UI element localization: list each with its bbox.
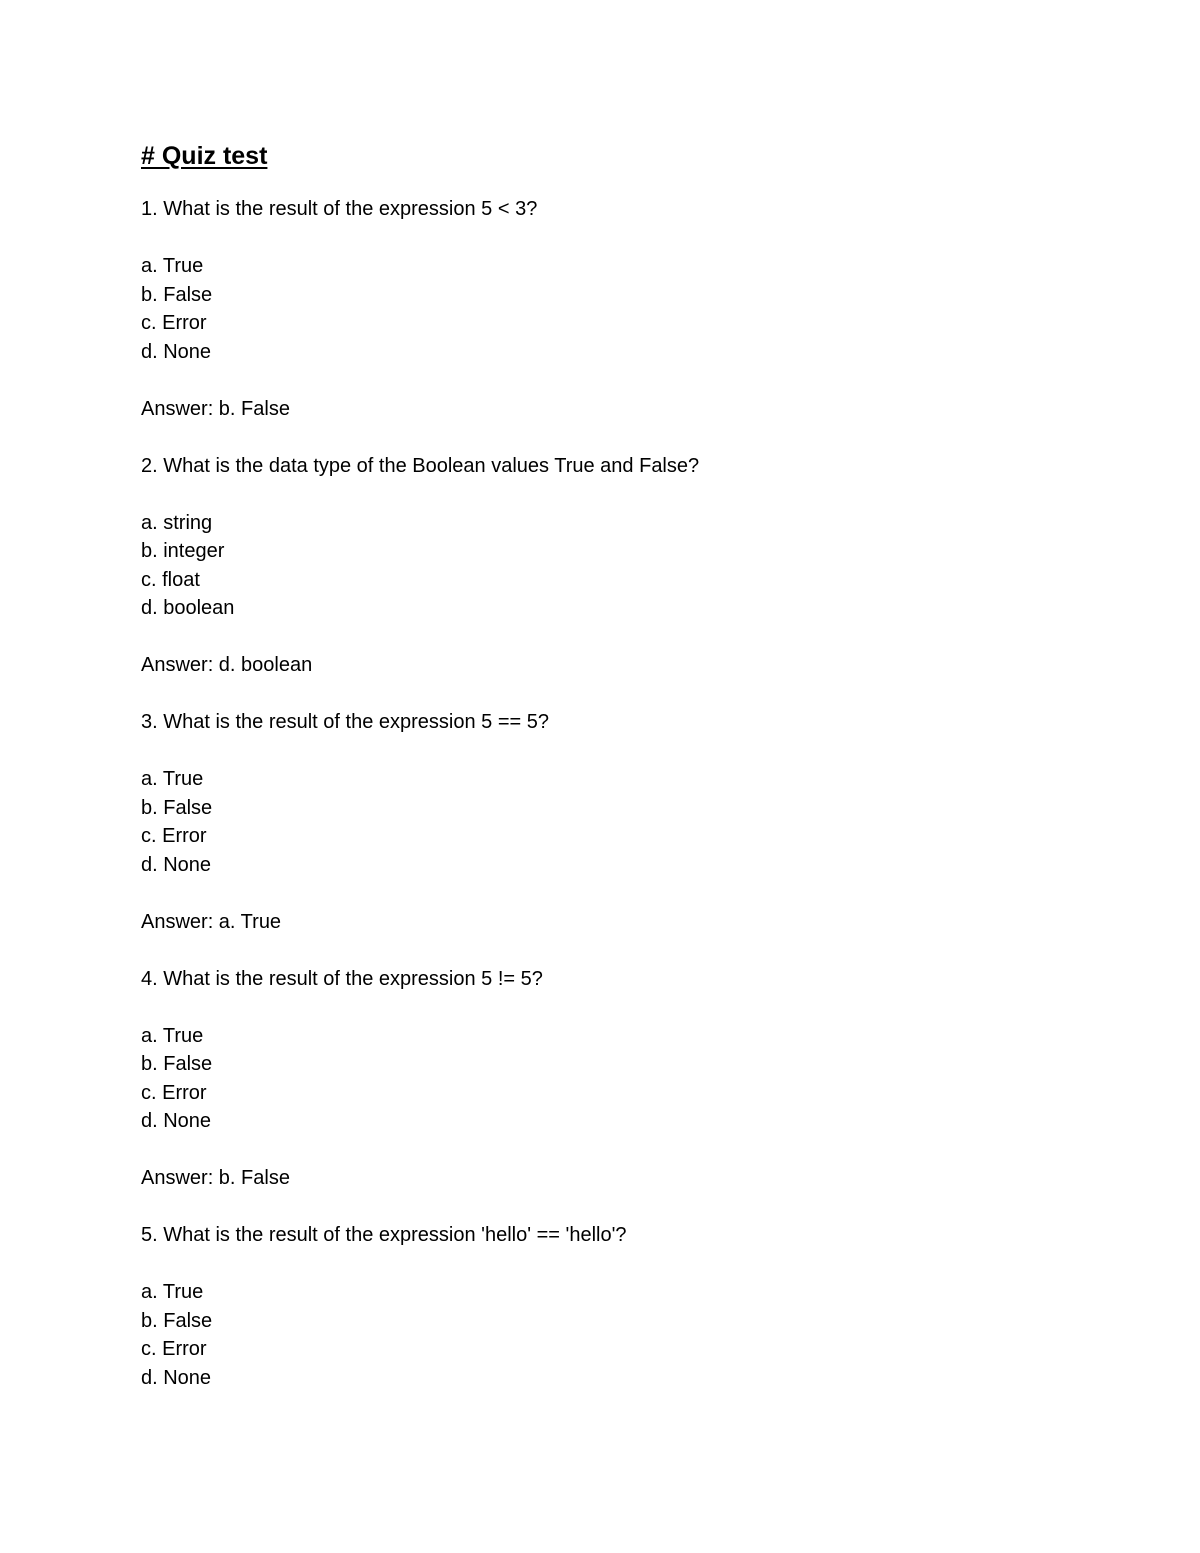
page-title: # Quiz test: [141, 142, 268, 170]
option-d: d. None: [141, 853, 212, 876]
option-list: [141, 509, 1101, 623]
option-a: a. True: [141, 768, 204, 790]
option-d: d. None: [141, 1110, 212, 1132]
question-block-5: [141, 1221, 1101, 1392]
option-a: a. True: [141, 255, 204, 277]
question-block-3: [141, 708, 1101, 936]
option-list: [141, 1278, 1101, 1392]
option-d: d. boolean: [141, 597, 235, 619]
option-d: d. None: [141, 1366, 212, 1389]
option-a: a. True: [141, 1281, 204, 1303]
option-c: c. Error: [141, 1338, 207, 1360]
question-text: 5. What is the result of the expression 'hello' == 'hello'?: [141, 1224, 627, 1246]
question-text: 3. What is the result of the expression 5 == 5?: [141, 711, 550, 733]
option-b: b. integer: [141, 540, 225, 562]
option-c: c. Error: [141, 1081, 207, 1104]
question-text: 1. What is the result of the expression 5 < 3?: [141, 198, 538, 220]
answer-text: Answer: d. boolean: [141, 654, 313, 676]
question-block-1: [141, 195, 1101, 423]
document-page: [141, 138, 1101, 1421]
answer-text: Answer: b. False: [141, 1167, 290, 1189]
option-c: c. float: [141, 568, 200, 591]
option-list: [141, 765, 1101, 879]
question-text: 4. What is the result of the expression 5 != 5?: [141, 967, 543, 990]
answer-text: Answer: b. False: [141, 397, 290, 420]
question-block-2: [141, 452, 1101, 680]
option-b: b. False: [141, 1053, 213, 1075]
answer-text: Answer: a. True: [141, 910, 282, 933]
option-d: d. None: [141, 340, 212, 363]
option-a: a. True: [141, 1024, 204, 1047]
option-b: b. False: [141, 283, 213, 306]
question-block-4: [141, 965, 1101, 1193]
option-c: c. Error: [141, 312, 207, 334]
option-list: [141, 252, 1101, 366]
option-list: [141, 1022, 1101, 1136]
option-a: a. string: [141, 511, 213, 534]
option-b: b. False: [141, 796, 213, 819]
option-b: b. False: [141, 1309, 213, 1332]
option-c: c. Error: [141, 825, 207, 847]
question-text: 2. What is the data type of the Boolean values True and False?: [141, 454, 700, 477]
